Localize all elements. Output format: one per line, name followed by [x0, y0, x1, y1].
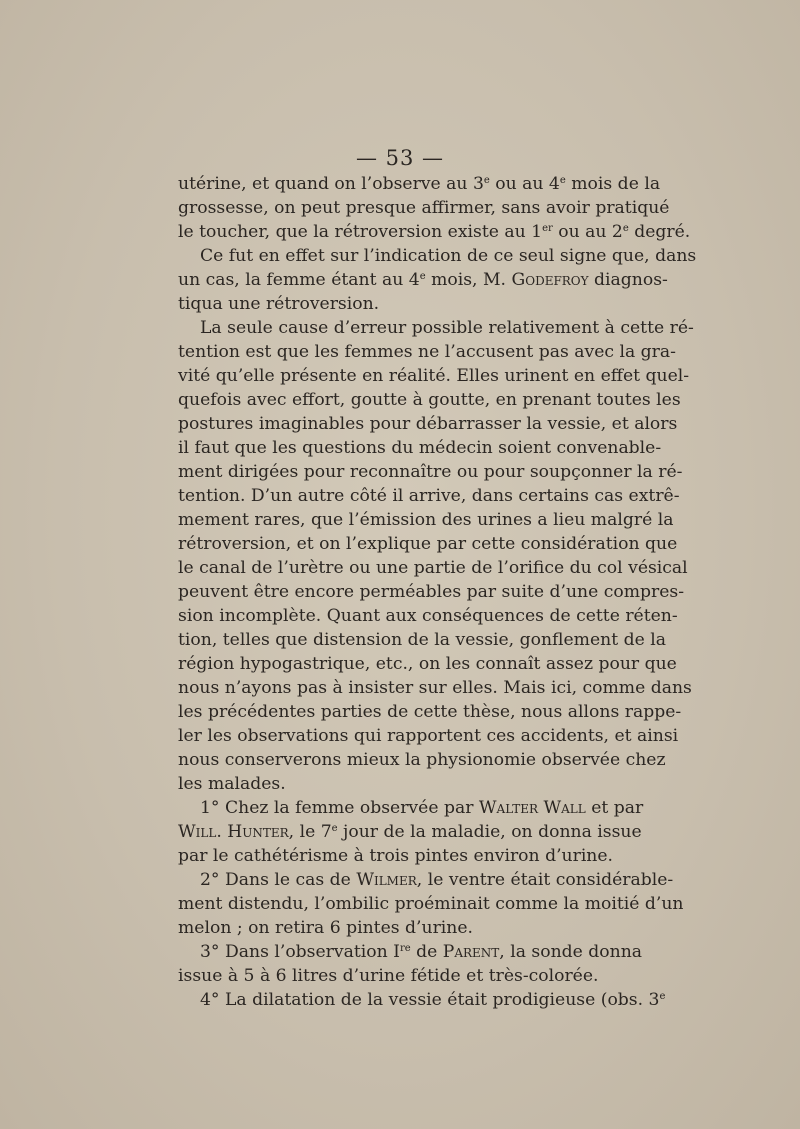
text-line: Ce fut en effet sur l’indication de ce seul signe que, dans: [200, 246, 697, 266]
text-line: quefois avec effort, goutte à goutte, en prenant toutes les: [178, 390, 681, 410]
text-line: 1° Chez la femme observée par Walter Wall et par: [200, 798, 644, 818]
text-line: postures imaginables pour débarrasser la vessie, et alors: [178, 414, 678, 434]
text-line: tion, telles que distension de la vessie, gonflement de la: [178, 630, 666, 650]
text-line: issue à 5 à 6 litres d’urine fétide et très-colorée.: [178, 966, 599, 986]
text-line: ment distendu, l’ombilic proéminait comme la moitié d’un: [178, 894, 684, 914]
text-line: vité qu’elle présente en réalité. Elles urinent en effet quel-: [178, 366, 690, 386]
text-line: tention est que les femmes ne l’accusent pas avec la gra-: [178, 342, 676, 362]
text-line: mement rares, que l’émission des urines a lieu malgré la: [178, 510, 674, 530]
text-line: melon ; on retira 6 pintes d’urine.: [178, 918, 473, 938]
text-line: tention. D’un autre côté il arrive, dans certains cas extrê-: [178, 486, 680, 506]
text-line: grossesse, on peut presque affirmer, sans avoir pratiqué: [178, 198, 670, 218]
text-line: un cas, la femme étant au 4e mois, M. Godefroy diagnos-: [178, 270, 668, 290]
text-line: ment dirigées pour reconnaître ou pour soupçonner la ré-: [178, 462, 683, 482]
text-body: [178, 172, 697, 1012]
text-line: Will. Hunter, le 7e jour de la maladie, on donna issue: [178, 822, 642, 842]
text-line: le toucher, que la rétroversion existe au 1er ou au 2e degré.: [178, 222, 691, 242]
text-line: il faut que les questions du médecin soient convenable-: [178, 438, 662, 458]
text-line: rétroversion, et on l’explique par cette considération que: [178, 534, 678, 554]
page-number: — 53 —: [355, 146, 445, 170]
text-line: nous conserverons mieux la physionomie observée chez: [178, 750, 666, 770]
text-line: région hypogastrique, etc., on les connaît assez pour que: [178, 654, 677, 674]
text-line: les précédentes parties de cette thèse, nous allons rappe-: [178, 702, 682, 722]
text-line: 3° Dans l’observation Ire de Parent, la sonde donna: [200, 942, 643, 962]
text-line: 2° Dans le cas de Wilmer, le ventre était considérable-: [200, 870, 674, 890]
text-line: sion incomplète. Quant aux conséquences de cette réten-: [178, 606, 678, 626]
text-line: par le cathétérisme à trois pintes environ d’urine.: [178, 846, 614, 866]
text-line: La seule cause d’erreur possible relativement à cette ré-: [200, 318, 694, 338]
text-line: ler les observations qui rapportent ces accidents, et ainsi: [178, 726, 679, 746]
text-line: peuvent être encore perméables par suite d’une compres-: [178, 582, 685, 602]
text-line: les malades.: [178, 774, 286, 794]
text-line: utérine, et quand on l’observe au 3e ou au 4e mois de la: [178, 174, 661, 194]
text-line: nous n’ayons pas à insister sur elles. Mais ici, comme dans: [178, 678, 692, 698]
text-line: tiqua une rétroversion.: [178, 294, 380, 314]
text-line: 4° La dilatation de la vessie était prodigieuse (obs. 3e: [200, 990, 666, 1010]
text-line: le canal de l’urètre ou une partie de l’orifice du col vésical: [178, 558, 688, 578]
